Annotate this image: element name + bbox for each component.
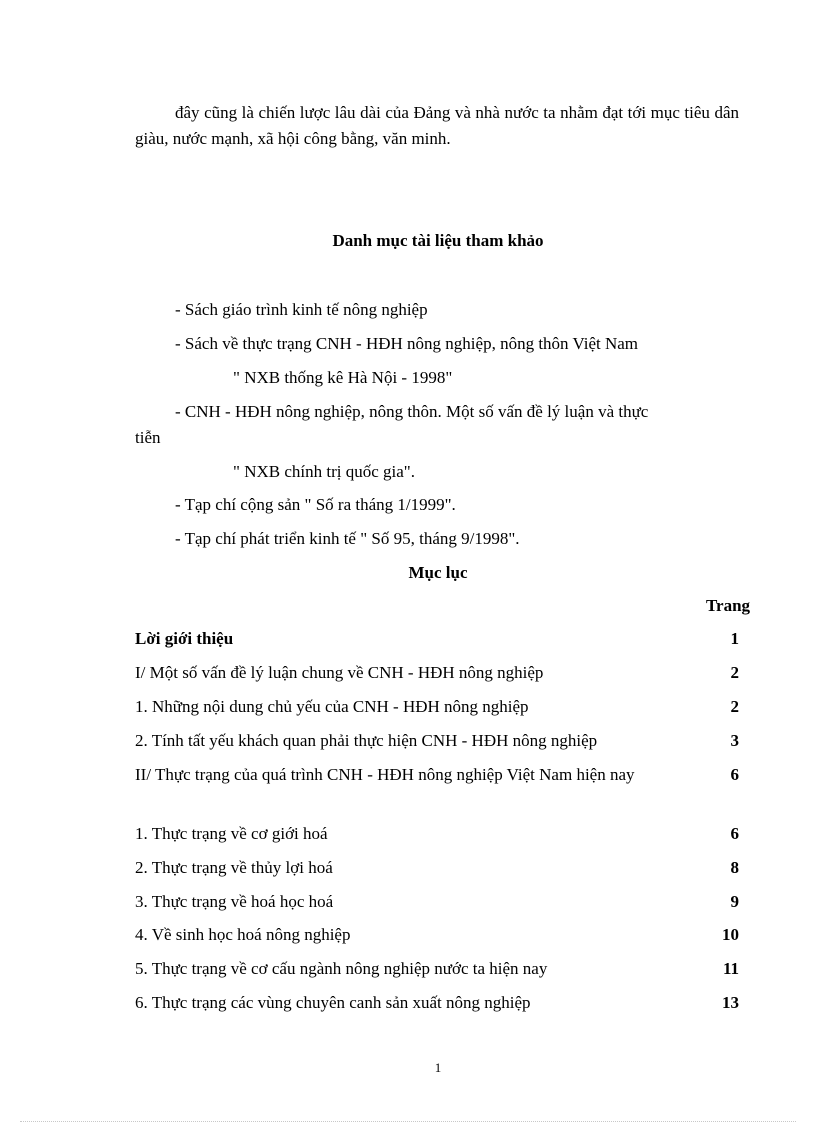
page-number: 1 — [434, 1060, 442, 1075]
toc-entry-text: 6. Thực trạng các vùng chuyên canh sản xuất nông nghiệp — [135, 993, 531, 1012]
toc-entry — [135, 660, 739, 686]
toc-entry-text: 2. Tính tất yếu khách quan phải thực hiện CNH - HĐH nông nghiệp — [135, 731, 598, 750]
toc-entry-text: 2. Thực trạng về thủy lợi hoá — [135, 858, 333, 877]
toc-entry — [135, 990, 739, 1016]
reference-publisher: " NXB thống kê Hà Nội - 1998" — [233, 368, 453, 387]
toc-entry-page: 8 — [730, 858, 739, 877]
toc-entry-page: 6 — [730, 765, 739, 784]
toc-entry-text: I/ Một số vấn đề lý luận chung về CNH - HĐH nông nghiệp — [135, 663, 544, 682]
toc-entry-page: 13 — [722, 993, 739, 1012]
toc-entry — [135, 626, 739, 652]
toc-entry — [135, 956, 739, 982]
toc-entry-text: Lời giới thiệu — [135, 629, 234, 648]
intro-line-2: mục tiêu dân giàu, nước mạnh, xã hội công bằng, văn minh. — [135, 103, 740, 148]
reference-item: - Tạp chí cộng sản " Số ra tháng 1/1999". — [175, 495, 456, 514]
reference-publisher: " NXB chính trị quốc gia". — [233, 462, 415, 481]
toc-entry — [135, 889, 739, 915]
toc-entry — [135, 855, 739, 881]
toc-entry-page: 6 — [730, 824, 739, 843]
toc-entry-text: 1. Thực trạng về cơ giới hoá — [135, 824, 328, 843]
toc-entry-text: 5. Thực trạng về cơ cấu ngành nông nghiệp nước ta hiện nay — [135, 959, 548, 978]
toc-page-header: Trang — [705, 596, 751, 615]
reference-item: - Tạp chí phát triển kinh tế " Số 95, tháng 9/1998". — [175, 529, 520, 548]
toc-entry-page: 10 — [722, 925, 739, 944]
toc-entry-text: 1. Những nội dung chủ yếu của CNH - HĐH nông nghiệp — [135, 697, 529, 716]
toc-entry-text: II/ Thực trạng của quá trình CNH - HĐH nông nghiệp Việt Nam hiện nay — [135, 765, 635, 784]
toc-entry-page: 1 — [730, 629, 739, 648]
intro-paragraph — [135, 100, 739, 152]
toc-entry — [135, 728, 739, 754]
toc-entry-text: 4. Về sinh học hoá nông nghiệp — [135, 925, 351, 944]
toc-entry-page: 2 — [730, 663, 739, 682]
toc-entry — [135, 762, 739, 788]
references-title: Danh mục tài liệu tham khảo — [332, 231, 544, 250]
toc-entry — [135, 821, 739, 847]
reference-item: - Sách giáo trình kinh tế nông nghiệp — [175, 300, 428, 319]
toc-entry-page: 3 — [730, 731, 739, 750]
reference-item: - CNH - HĐH nông nghiệp, nông thôn. Một số vấn đề lý luận và thực — [175, 402, 649, 421]
page-bottom-divider — [20, 1121, 796, 1122]
toc-entry-page: 11 — [722, 959, 739, 978]
toc-title: Mục lục — [408, 563, 468, 582]
toc-entry-page: 2 — [730, 697, 739, 716]
toc-entry-text: 3. Thực trạng về hoá học hoá — [135, 892, 334, 911]
reference-item-continued: tiễn — [135, 428, 161, 447]
intro-line-1: đây cũng là chiến lược lâu dài của Đảng và nhà nước ta nhằm đạt tới — [175, 103, 647, 122]
toc-entry — [135, 922, 739, 948]
reference-item: - Sách về thực trạng CNH - HĐH nông nghiệp, nông thôn Việt Nam — [175, 334, 639, 353]
toc-entry — [135, 694, 739, 720]
toc-entry-page: 9 — [730, 892, 739, 911]
